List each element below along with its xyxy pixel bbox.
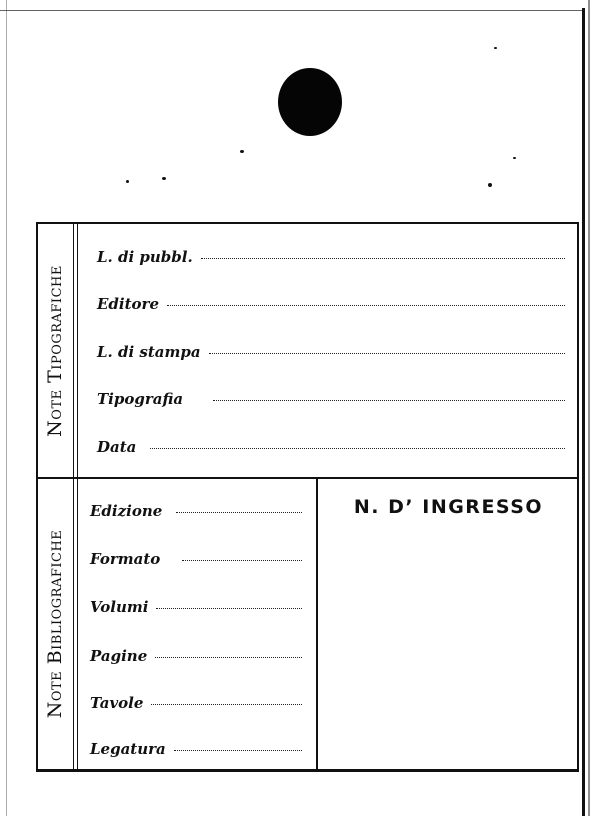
entry-number-heading: N. D’ INGRESSO <box>353 496 544 518</box>
card-right-edge-shadow <box>588 0 590 816</box>
field-label: L. di pubbl. <box>97 248 193 266</box>
side-label-box-bibliographic <box>36 479 74 769</box>
punch-hole <box>278 68 342 136</box>
field-tavole <box>90 694 302 712</box>
card-right-edge <box>582 8 585 816</box>
section-label-typographic: Note Tipografiche <box>43 264 66 437</box>
card-top-edge <box>0 10 583 11</box>
fill-line <box>151 703 302 705</box>
speck <box>162 177 166 180</box>
column-divider <box>316 479 318 769</box>
field-luogo-stampa <box>97 343 565 361</box>
field-label: Edizione <box>90 502 163 520</box>
speck <box>488 183 492 187</box>
fill-line <box>155 656 302 658</box>
field-label: Volumi <box>90 598 149 616</box>
fill-line <box>167 304 565 306</box>
field-edizione <box>90 502 302 520</box>
field-label: Legatura <box>90 740 166 758</box>
field-label: Tipografia <box>97 390 184 408</box>
field-label: Formato <box>90 550 161 568</box>
fill-line <box>209 352 565 354</box>
card-left-edge <box>6 0 7 816</box>
field-editore <box>97 295 565 313</box>
field-label: Editore <box>97 295 159 313</box>
field-label: Data <box>97 438 137 456</box>
fill-line <box>174 749 302 751</box>
field-tipografia <box>97 390 565 408</box>
field-luogo-pubblicazione <box>97 248 565 266</box>
speck <box>240 150 244 153</box>
fill-line <box>201 257 565 259</box>
fill-line <box>150 447 565 449</box>
field-legatura <box>90 740 302 758</box>
fill-line <box>213 399 565 401</box>
speck <box>513 157 516 159</box>
field-pagine <box>90 647 302 665</box>
field-volumi <box>90 598 302 616</box>
field-formato <box>90 550 302 568</box>
fill-line <box>176 511 302 513</box>
field-label: L. di stampa <box>97 343 201 361</box>
fill-line <box>156 607 302 609</box>
field-data <box>97 438 565 456</box>
field-label: Tavole <box>90 694 144 712</box>
fill-line <box>182 559 302 561</box>
speck <box>494 47 497 49</box>
section-divider <box>36 477 579 479</box>
field-label: Pagine <box>90 647 148 665</box>
speck <box>126 180 129 183</box>
side-label-box-typographic <box>36 224 74 477</box>
section-label-bibliographic: Note Bibliografiche <box>43 529 66 719</box>
